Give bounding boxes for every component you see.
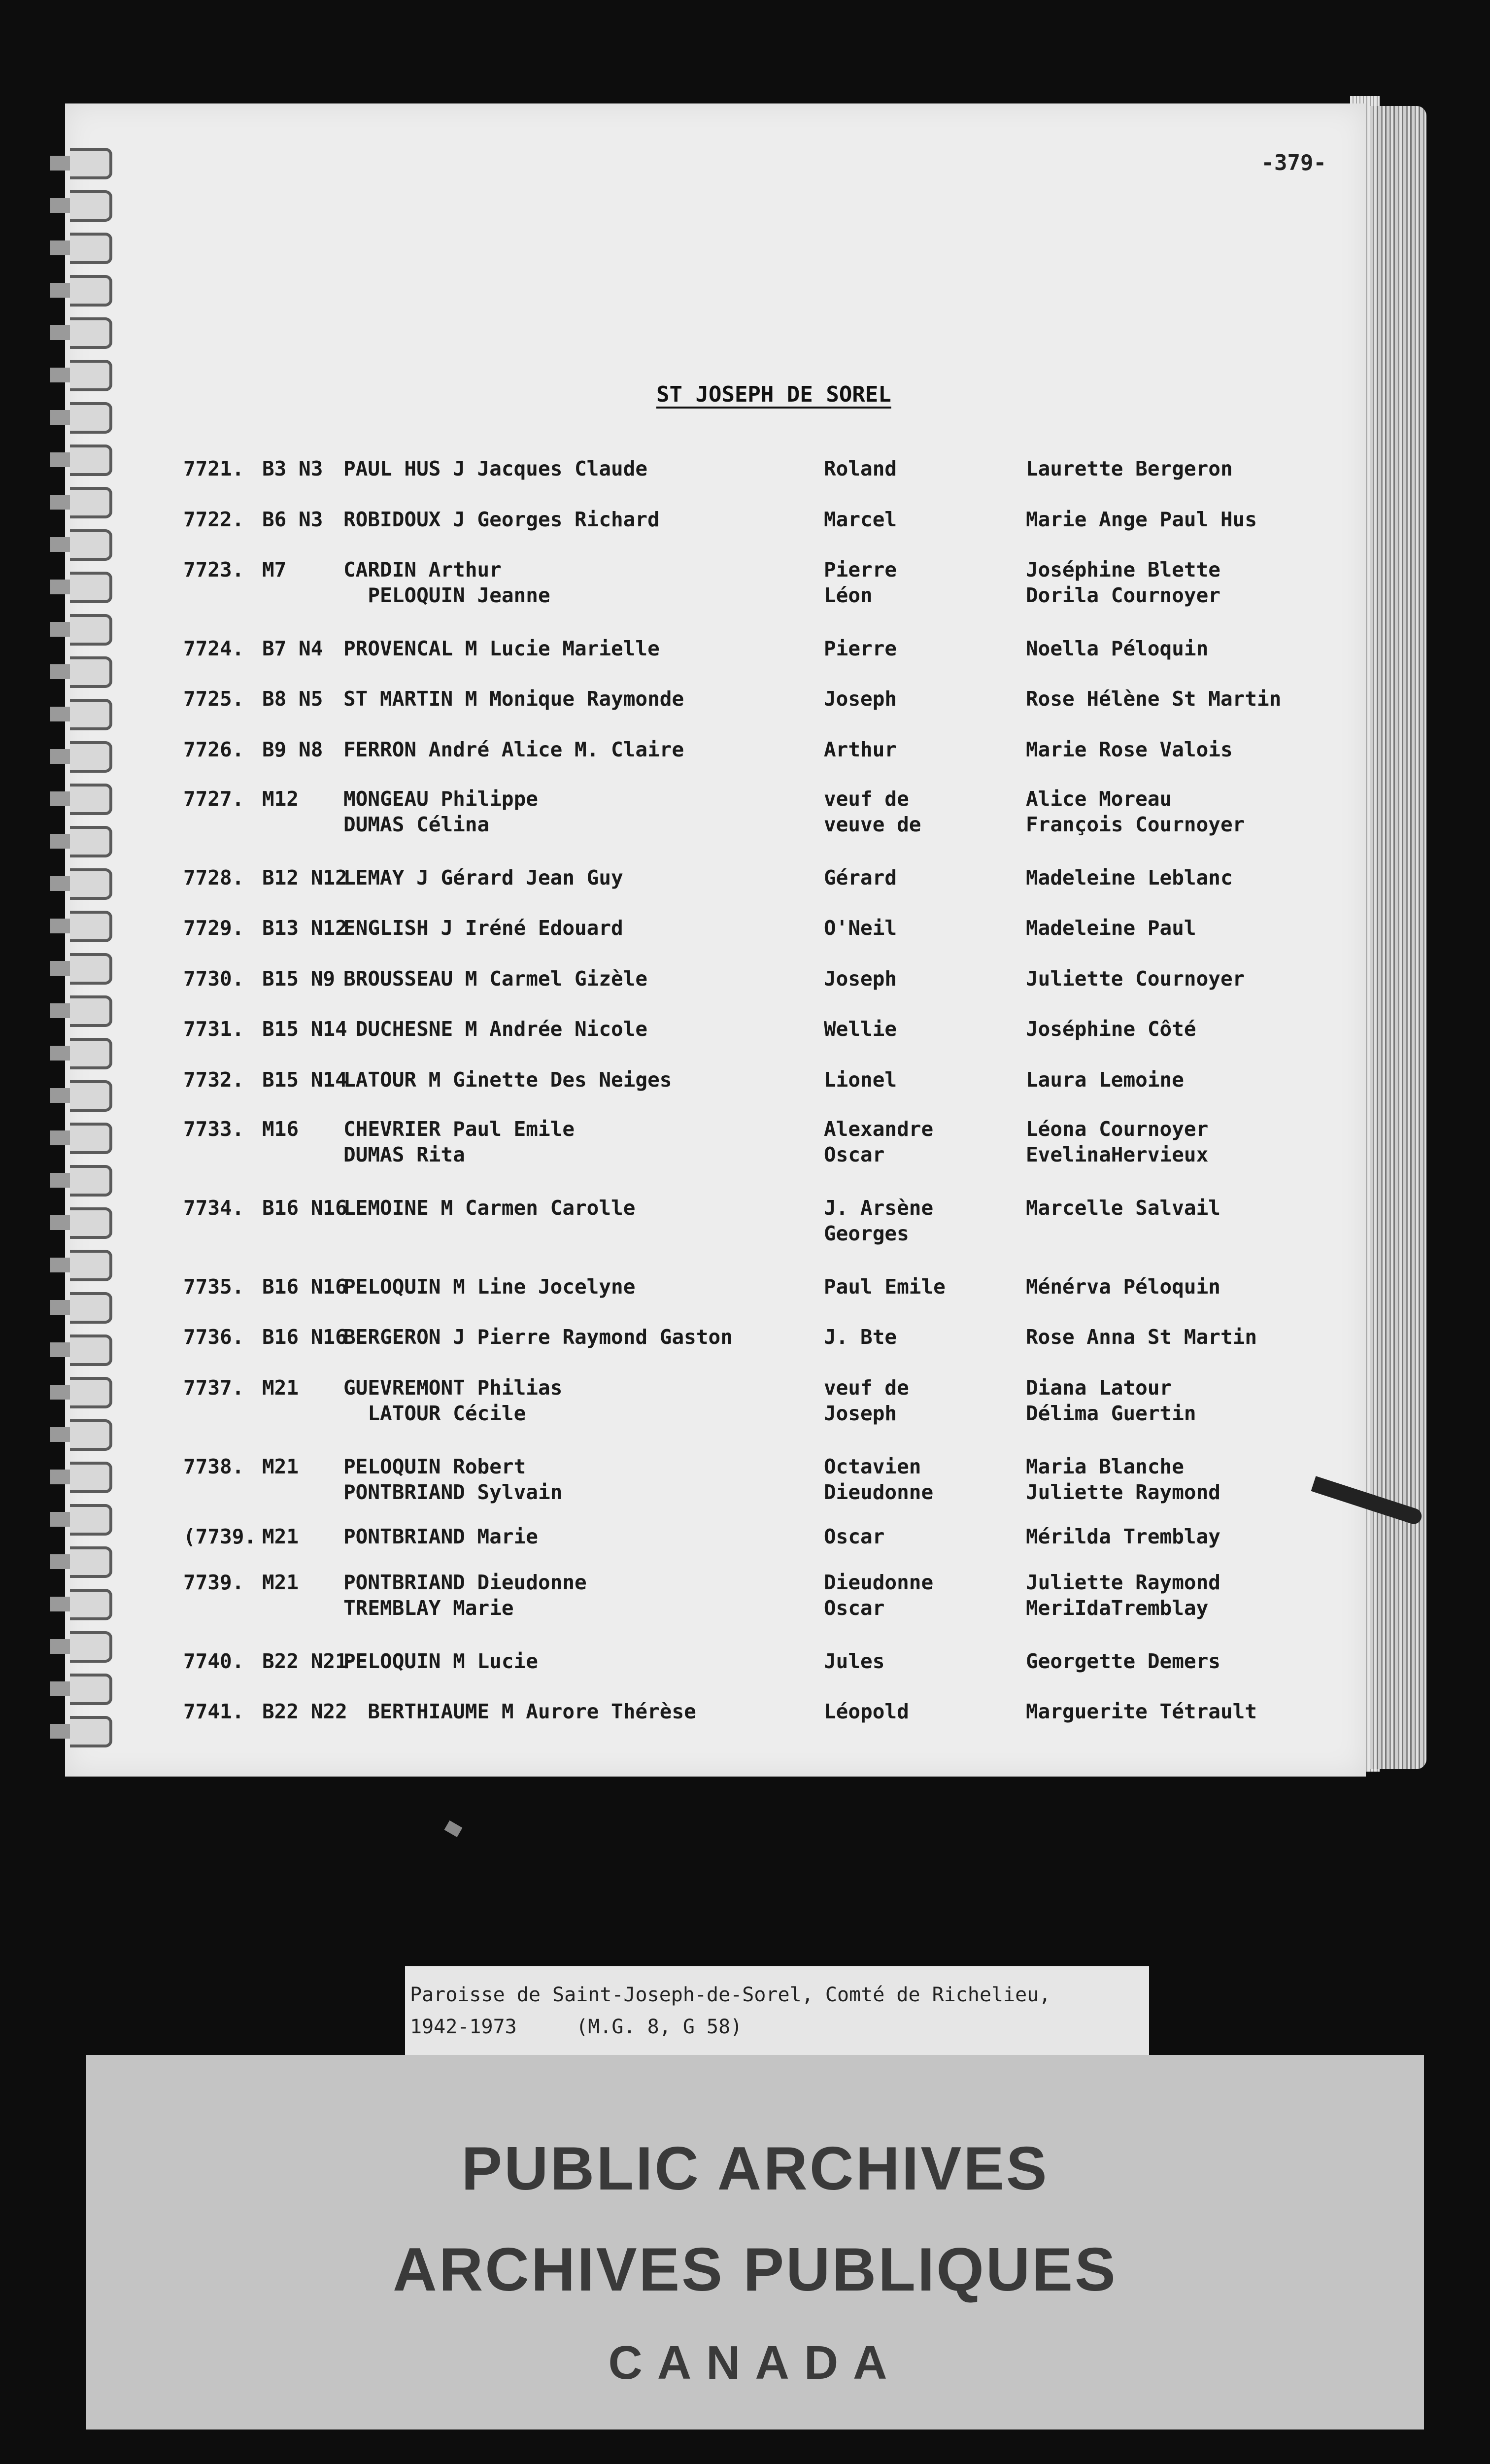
entry-father: Paul Emile [824,1275,946,1299]
entry-codes: B8 N5 [262,687,323,711]
entry-codes: B16 N16 [262,1196,347,1220]
entry-names: ROBIDOUX J Georges Richard [343,508,660,531]
archive-label [405,1966,1149,2065]
binding-ring [70,741,112,773]
entry-mother: Juliette Cournoyer [1026,967,1245,991]
binding-ring [70,360,112,391]
entry-names: ENGLISH J Iréné Edouard [343,916,623,940]
binding-ring [70,995,112,1027]
entry-father: Jules [824,1649,885,1673]
archives-line-1: PUBLIC ARCHIVES [461,2135,1049,2203]
entry-father: Joseph [824,687,897,711]
entry-number: 7740. [183,1649,244,1673]
binding-ring [70,1335,112,1366]
page-title: ST JOSEPH DE SOREL [656,382,891,407]
binding-ring [70,1165,112,1197]
entry-number: 7721. [183,457,244,480]
archives-line-2: ARCHIVES PUBLIQUES [393,2236,1118,2304]
entry-codes: B12 N12 [262,866,347,890]
entry-names: BROUSSEAU M Carmel Gizèle [343,967,648,991]
binding-ring [70,1589,112,1620]
entry-father: Dieudonne Oscar [824,1571,934,1620]
entry-names: PELOQUIN Robert PONTBRIAND Sylvain [343,1455,563,1504]
binding-ring [70,784,112,815]
entry-father: Pierre [824,637,897,660]
entry-codes: B6 N3 [262,508,323,531]
entry-codes: B15 N14 [262,1017,347,1041]
entry-number: 7722. [183,508,244,531]
binding-ring [70,445,112,476]
entry-mother: Rose Anna St Martin [1026,1325,1257,1349]
entry-names: LEMAY J Gérard Jean Guy [343,866,623,890]
entry-names: BERGERON J Pierre Raymond Gaston [343,1325,733,1349]
entry-number: 7727. [183,787,244,811]
entry-number: (7739. [183,1525,257,1548]
entry-father: Gérard [824,866,897,890]
entry-codes: M16 [262,1117,299,1141]
entry-father: Oscar [824,1525,885,1548]
entry-number: 7733. [183,1117,244,1141]
entry-father: veuf de veuve de [824,787,921,836]
entry-number: 7723. [183,558,244,582]
entry-codes: M21 [262,1525,299,1548]
binding-ring [70,233,112,264]
entry-mother: Noella Péloquin [1026,637,1209,660]
binding-ring [70,529,112,561]
binding-ring [70,699,112,730]
entry-mother: Mérilda Tremblay [1026,1525,1220,1548]
entry-names: PONTBRIAND Marie [343,1525,538,1548]
binding-ring [70,1716,112,1747]
entry-codes: B16 N16 [262,1325,347,1349]
archives-card [86,2055,1424,2430]
binding-ring [70,275,112,307]
binding-ring [70,1292,112,1324]
entry-codes: M21 [262,1571,299,1594]
entry-number: 7730. [183,967,244,991]
binding-ring [70,826,112,857]
entry-mother: Madeleine Paul [1026,916,1196,940]
binding-ring [70,656,112,688]
entry-codes: B15 N9 [262,967,336,991]
entry-mother: Juliette Raymond MeriIdaTremblay [1026,1571,1220,1620]
entry-codes: B7 N4 [262,637,323,660]
entry-father: Lionel [824,1068,897,1092]
entry-names: DUCHESNE M Andrée Nicole [343,1017,648,1041]
entry-father: Pierre Léon [824,558,897,607]
entry-number: 7735. [183,1275,244,1299]
entry-mother: Marcelle Salvail [1026,1196,1220,1220]
entry-names: ST MARTIN M Monique Raymonde [343,687,684,711]
binding-ring [70,1250,112,1281]
entry-codes: B22 N21 [262,1649,347,1673]
binding-ring [70,911,112,942]
binding-ring [70,317,112,349]
entry-mother: Joséphine Côté [1026,1017,1196,1041]
entry-mother: Alice Moreau François Cournoyer [1026,787,1245,836]
entry-father: Octavien Dieudonne [824,1455,934,1504]
label-line-1: Paroisse de Saint-Joseph-de-Sorel, Comté de Richelieu, [410,1984,1051,2006]
entry-mother: Rose Hélène St Martin [1026,687,1282,711]
entry-names: LEMOINE M Carmen Carolle [343,1196,636,1220]
entry-number: 7732. [183,1068,244,1092]
entry-mother: Laurette Bergeron [1026,457,1233,480]
entry-father: J. Arsène Georges [824,1196,934,1245]
entry-names: MONGEAU Philippe DUMAS Célina [343,787,538,836]
entry-codes: B15 N14 [262,1068,347,1092]
label-line-2: 1942-1973 (M.G. 8, G 58) [410,2016,743,2038]
entry-father: J. Bte [824,1325,897,1349]
entry-mother: Diana Latour Délima Guertin [1026,1376,1196,1425]
entry-mother: Ménérva Péloquin [1026,1275,1220,1299]
entry-mother: Laura Lemoine [1026,1068,1184,1092]
binding-ring [70,1419,112,1451]
page-number: -379- [1261,150,1326,175]
entry-mother: Marguerite Tétrault [1026,1700,1257,1723]
entry-codes: M21 [262,1455,299,1478]
entry-father: Léopold [824,1700,909,1723]
entry-number: 7741. [183,1700,244,1723]
archives-line-3: CANADA [608,2336,902,2389]
binding-ring [70,1038,112,1069]
entry-number: 7739. [183,1571,244,1594]
entry-codes: B3 N3 [262,457,323,480]
entry-names: CHEVRIER Paul Emile DUMAS Rita [343,1117,575,1166]
entry-father: Roland [824,457,897,480]
entry-father: Alexandre Oscar [824,1117,934,1166]
entry-father: Marcel [824,508,897,531]
entry-number: 7734. [183,1196,244,1220]
entry-father: Arthur [824,738,897,761]
binding-ring [70,1377,112,1408]
binding-ring [70,1123,112,1154]
entry-names: BERTHIAUME M Aurore Thérèse [343,1700,696,1723]
entry-mother: Madeleine Leblanc [1026,866,1233,890]
binding-ring [70,148,112,179]
entry-names: CARDIN Arthur PELOQUIN Jeanne [343,558,550,607]
entry-names: PONTBRIAND Dieudonne TREMBLAY Marie [343,1571,587,1620]
entry-names: PELOQUIN M Line Jocelyne [343,1275,636,1299]
entry-father: Wellie [824,1017,897,1041]
binding-ring [70,1080,112,1112]
entry-mother: Marie Ange Paul Hus [1026,508,1257,531]
entry-number: 7737. [183,1376,244,1400]
binding-ring [70,1462,112,1493]
entry-names: PAUL HUS J Jacques Claude [343,457,648,480]
entry-number: 7725. [183,687,244,711]
binding-ring [70,1674,112,1705]
entry-father: veuf de Joseph [824,1376,909,1425]
binding-ring [70,953,112,985]
binding-ring [70,190,112,222]
entry-mother: Joséphine Blette Dorila Cournoyer [1026,558,1220,607]
entry-codes: B22 N22 [262,1700,347,1723]
entry-codes: M21 [262,1376,299,1400]
binding-ring [70,868,112,900]
entry-codes: B9 N8 [262,738,323,761]
binding-ring [70,572,112,603]
entry-father: O'Neil [824,916,897,940]
binding-ring [70,1546,112,1578]
entry-names: GUEVREMONT Philias LATOUR Cécile [343,1376,563,1425]
entry-mother: Georgette Demers [1026,1649,1220,1673]
binding-ring [70,1504,112,1536]
entry-names: PROVENCAL M Lucie Marielle [343,637,660,660]
entry-mother: Marie Rose Valois [1026,738,1233,761]
entry-codes: M12 [262,787,299,811]
binding-ring [70,614,112,646]
entry-number: 7738. [183,1455,244,1478]
binding-ring [70,1207,112,1239]
entry-number: 7726. [183,738,244,761]
entry-mother: Léona Cournoyer EvelinaHervieux [1026,1117,1209,1166]
entry-names: LATOUR M Ginette Des Neiges [343,1068,672,1092]
entry-codes: M7 [262,558,287,582]
entry-number: 7724. [183,637,244,660]
binding-ring [70,487,112,518]
entry-number: 7731. [183,1017,244,1041]
binding-ring [70,1631,112,1663]
entry-mother: Maria Blanche Juliette Raymond [1026,1455,1220,1504]
entry-number: 7729. [183,916,244,940]
entry-father: Joseph [824,967,897,991]
entry-number: 7736. [183,1325,244,1349]
register-page [65,103,1366,1777]
entry-codes: B16 N16 [262,1275,347,1299]
film-scratch [444,1820,463,1837]
entry-names: PELOQUIN M Lucie [343,1649,538,1673]
entry-number: 7728. [183,866,244,890]
entry-names: FERRON André Alice M. Claire [343,738,684,761]
binding-ring [70,402,112,434]
entry-codes: B13 N12 [262,916,347,940]
